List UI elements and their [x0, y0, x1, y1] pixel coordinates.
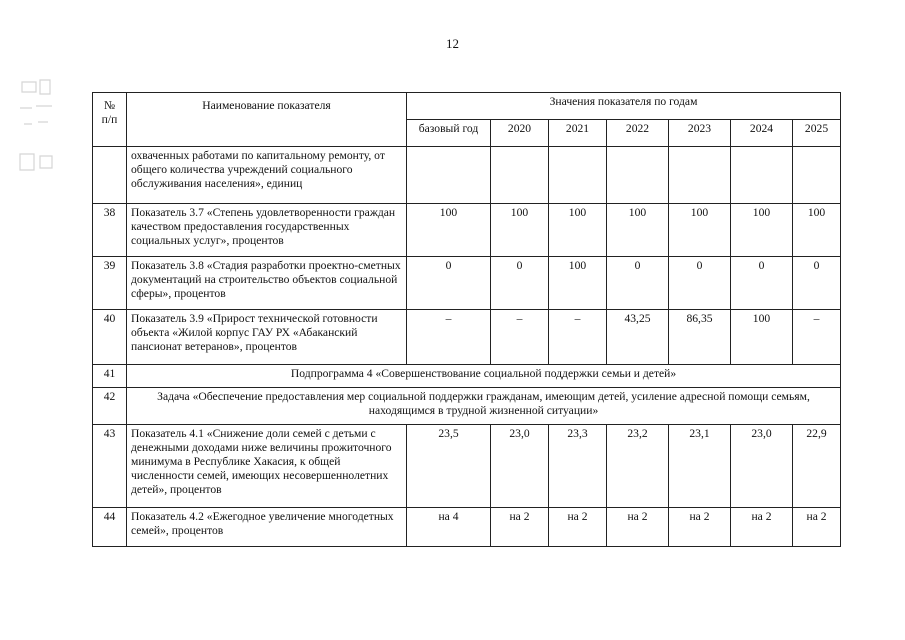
indicator-name: Показатель 3.9 «Прирост технической готовности объекта «Жилой корпус ГАУ РХ «Абаканский пансионат ветеранов», процентов: [127, 310, 407, 365]
value-cell: 100: [407, 204, 491, 257]
row-number: 44: [93, 508, 127, 547]
value-cell: [491, 147, 549, 204]
row-number: 43: [93, 425, 127, 508]
value-cell: 100: [607, 204, 669, 257]
value-cell: на 2: [731, 508, 793, 547]
value-cell: 100: [731, 204, 793, 257]
row-number: 40: [93, 310, 127, 365]
header-year-2025: 2025: [793, 120, 841, 147]
table-row: [93, 204, 841, 257]
table-row: [93, 147, 841, 204]
value-cell: 23,3: [549, 425, 607, 508]
indicator-name: Показатель 3.7 «Степень удовлетворенности граждан качеством предоставления государственных социальных услуг», процентов: [127, 204, 407, 257]
value-cell: 0: [491, 257, 549, 310]
value-cell: на 2: [607, 508, 669, 547]
table-row: [93, 310, 841, 365]
value-cell: 23,1: [669, 425, 731, 508]
indicators-table: [92, 92, 841, 547]
value-cell: 0: [607, 257, 669, 310]
header-num: № п/п: [93, 93, 127, 147]
table-row: [93, 257, 841, 310]
value-cell: 100: [549, 257, 607, 310]
row-number: [93, 147, 127, 204]
header-values: Значения показателя по годам: [407, 93, 841, 120]
value-cell: [407, 147, 491, 204]
value-cell: –: [549, 310, 607, 365]
value-cell: 0: [731, 257, 793, 310]
value-cell: 0: [793, 257, 841, 310]
value-cell: 23,5: [407, 425, 491, 508]
value-cell: 23,0: [731, 425, 793, 508]
header-name: Наименование показателя: [127, 93, 407, 147]
indicator-name: Показатель 3.8 «Стадия разработки проектно-сметных документаций на строительство объектов социальной сферы», процентов: [127, 257, 407, 310]
value-cell: 23,2: [607, 425, 669, 508]
value-cell: –: [407, 310, 491, 365]
subprogram-row: [93, 365, 841, 388]
row-number: 38: [93, 204, 127, 257]
value-cell: 22,9: [793, 425, 841, 508]
value-cell: [669, 147, 731, 204]
value-cell: 43,25: [607, 310, 669, 365]
subprogram-title: Подпрограмма 4 «Совершенствование социальной поддержки семьи и детей»: [127, 365, 841, 388]
header-year-2023: 2023: [669, 120, 731, 147]
table-row: [93, 508, 841, 547]
header-year-2022: 2022: [607, 120, 669, 147]
table-row: [93, 425, 841, 508]
value-cell: 0: [407, 257, 491, 310]
value-cell: 100: [669, 204, 731, 257]
row-number: 41: [93, 365, 127, 388]
value-cell: [731, 147, 793, 204]
indicator-name: Показатель 4.1 «Снижение доли семей с детьми с денежными доходами ниже величины прожиточного минимума в Республике Хакасия, к общей численности семей, имеющих несовершеннолетних детей», процентов: [127, 425, 407, 508]
page-number: 12: [446, 36, 459, 51]
value-cell: 100: [549, 204, 607, 257]
task-row: [93, 388, 841, 425]
value-cell: 100: [491, 204, 549, 257]
value-cell: 86,35: [669, 310, 731, 365]
value-cell: на 2: [549, 508, 607, 547]
value-cell: 23,0: [491, 425, 549, 508]
value-cell: 100: [731, 310, 793, 365]
value-cell: –: [491, 310, 549, 365]
header-year-2020: 2020: [491, 120, 549, 147]
value-cell: на 4: [407, 508, 491, 547]
value-cell: на 2: [491, 508, 549, 547]
value-cell: 0: [669, 257, 731, 310]
value-cell: на 2: [669, 508, 731, 547]
row-number: 42: [93, 388, 127, 425]
header-year-2021: 2021: [549, 120, 607, 147]
indicator-name: Показатель 4.2 «Ежегодное увеличение многодетных семей», процентов: [127, 508, 407, 547]
value-cell: [549, 147, 607, 204]
indicator-name: охваченных работами по капитальному ремонту, от общего количества учреждений социального обслуживания населения», единиц: [127, 147, 407, 204]
value-cell: [607, 147, 669, 204]
value-cell: 100: [793, 204, 841, 257]
header-year-2024: 2024: [731, 120, 793, 147]
faded-stamp-mark: [14, 72, 62, 182]
value-cell: [793, 147, 841, 204]
value-cell: –: [793, 310, 841, 365]
header-year-base: базовый год: [407, 120, 491, 147]
task-title: Задача «Обеспечение предоставления мер социальной поддержки гражданам, имеющим детей, усиление адресной помощи семьям, находящимся в трудной жизненной ситуации»: [127, 388, 841, 425]
row-number: 39: [93, 257, 127, 310]
value-cell: на 2: [793, 508, 841, 547]
